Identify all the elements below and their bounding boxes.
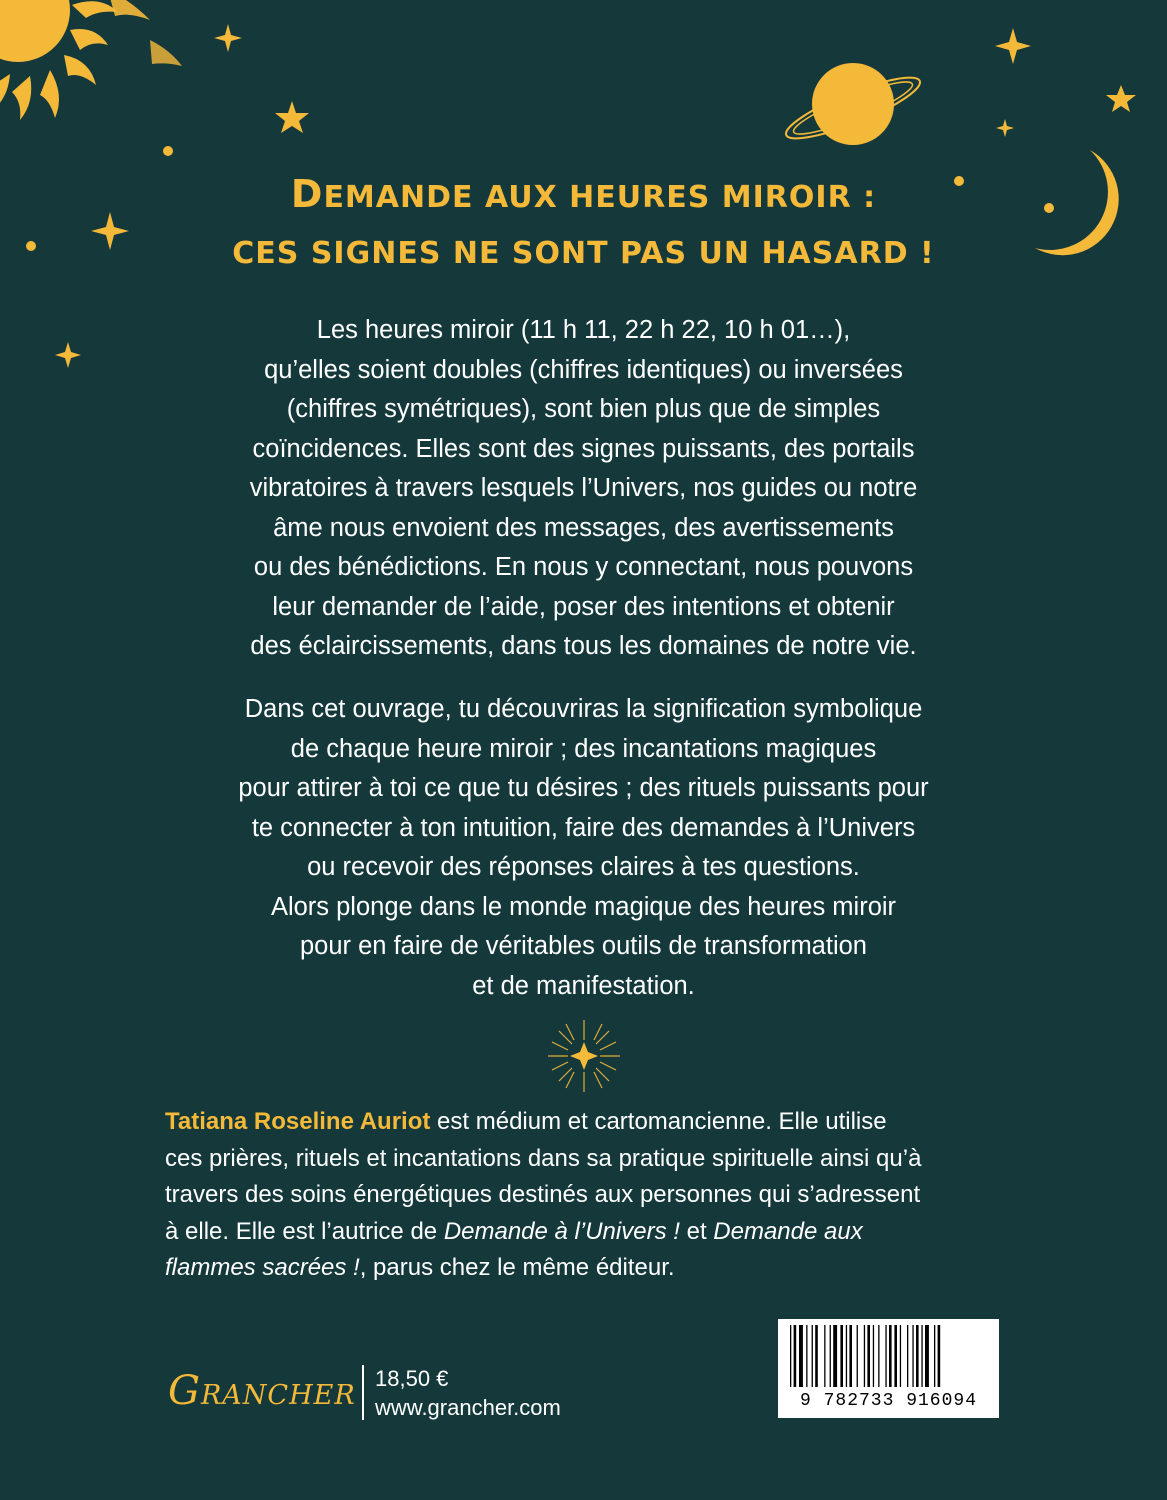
paragraph-line: qu’elles soient doubles (chiffres identiques) ou inversées bbox=[264, 355, 903, 384]
book-title: flammes sacrées ! bbox=[165, 1254, 360, 1281]
sparkle-star-icon bbox=[996, 119, 1014, 137]
book-title: Demande à l’Univers ! bbox=[443, 1217, 680, 1245]
barcode-bars bbox=[778, 1319, 999, 1391]
paragraph-line: pour en faire de véritables outils de transformation bbox=[300, 932, 867, 960]
divider bbox=[362, 1365, 364, 1420]
paragraph-line: âme nous envoient des messages, des avertissements bbox=[273, 513, 894, 542]
intro-paragraph bbox=[90, 311, 1077, 667]
publisher-logo: GRANCHER bbox=[168, 1368, 356, 1414]
paragraph-line: (chiffres symétriques), sont bien plus que de simples bbox=[286, 395, 881, 423]
paragraph-line: vibratoires à travers lesquels l’Univers, nos guides ou notre bbox=[249, 474, 918, 502]
bio-line: ces prières, rituels et incantations dans sa pratique spirituelle ainsi qu’à bbox=[165, 1144, 922, 1172]
saturn-icon bbox=[781, 63, 926, 149]
sparkle-star-icon bbox=[55, 342, 81, 368]
paragraph-line: et de manifestation. bbox=[472, 971, 695, 1000]
author-name: Tatiana Roseline Auriot bbox=[165, 1108, 431, 1135]
publisher-url: www.grancher.com bbox=[375, 1395, 561, 1420]
author-bio bbox=[165, 1104, 1025, 1287]
headline-line-1: DEMANDE AUX HEURES MIROIR : bbox=[290, 172, 877, 216]
content-paragraph bbox=[90, 690, 1077, 1006]
headline bbox=[0, 166, 1167, 282]
five-point-star-icon bbox=[275, 101, 309, 133]
sparkle-star-icon bbox=[214, 24, 242, 52]
bio-line: flammes sacrées !, parus chez le même éditeur. bbox=[165, 1254, 675, 1281]
barcode bbox=[778, 1319, 999, 1418]
paragraph-line: ou recevoir des réponses claires à tes questions. bbox=[307, 853, 860, 881]
paragraph-line: pour attirer à toi ce que tu désires ; des rituels puissants pour bbox=[238, 774, 929, 802]
bio-line: Tatiana Roseline Auriot est médium et cartomancienne. Elle utilise bbox=[165, 1108, 887, 1135]
isbn-number: 9 782733 916094 bbox=[799, 1391, 978, 1411]
price: 18,50 € bbox=[375, 1366, 449, 1391]
paragraph-line: de chaque heure miroir ; des incantations magiques bbox=[290, 734, 877, 763]
bio-line: à elle. Elle est l’autrice de Demande à l’Univers ! et Demande aux bbox=[165, 1217, 863, 1245]
sparkle-star-icon bbox=[995, 28, 1031, 64]
five-point-star-icon bbox=[1106, 85, 1136, 112]
paragraph-line: Dans cet ouvrage, tu découvriras la signification symbolique bbox=[244, 695, 923, 723]
paragraph-line: des éclaircissements, dans tous les domaines de notre vie. bbox=[250, 632, 917, 660]
bio-line: travers des soins énergétiques destinés aux personnes qui s’adressent bbox=[165, 1181, 921, 1208]
paragraph-line: Alors plonge dans le monde magique des heures miroir bbox=[270, 892, 897, 921]
sun-icon bbox=[0, 0, 182, 120]
headline-line-2: CES SIGNES NE SONT PAS UN HASARD ! bbox=[232, 236, 935, 271]
paragraph-line: Les heures miroir (11 h 11, 22 h 22, 10 h 01…), bbox=[316, 316, 851, 344]
book-title: Demande aux bbox=[713, 1217, 863, 1245]
paragraph-line: leur demander de l’aide, poser des intentions et obtenir bbox=[272, 592, 895, 621]
paragraph-line: coïncidences. Elles sont des signes puissants, des portails bbox=[252, 434, 915, 463]
paragraph-line: te connecter à ton intuition, faire des demandes à l’Univers bbox=[251, 813, 916, 842]
paragraph-line: ou des bénédictions. En nous y connectant, nous pouvons bbox=[253, 553, 914, 581]
